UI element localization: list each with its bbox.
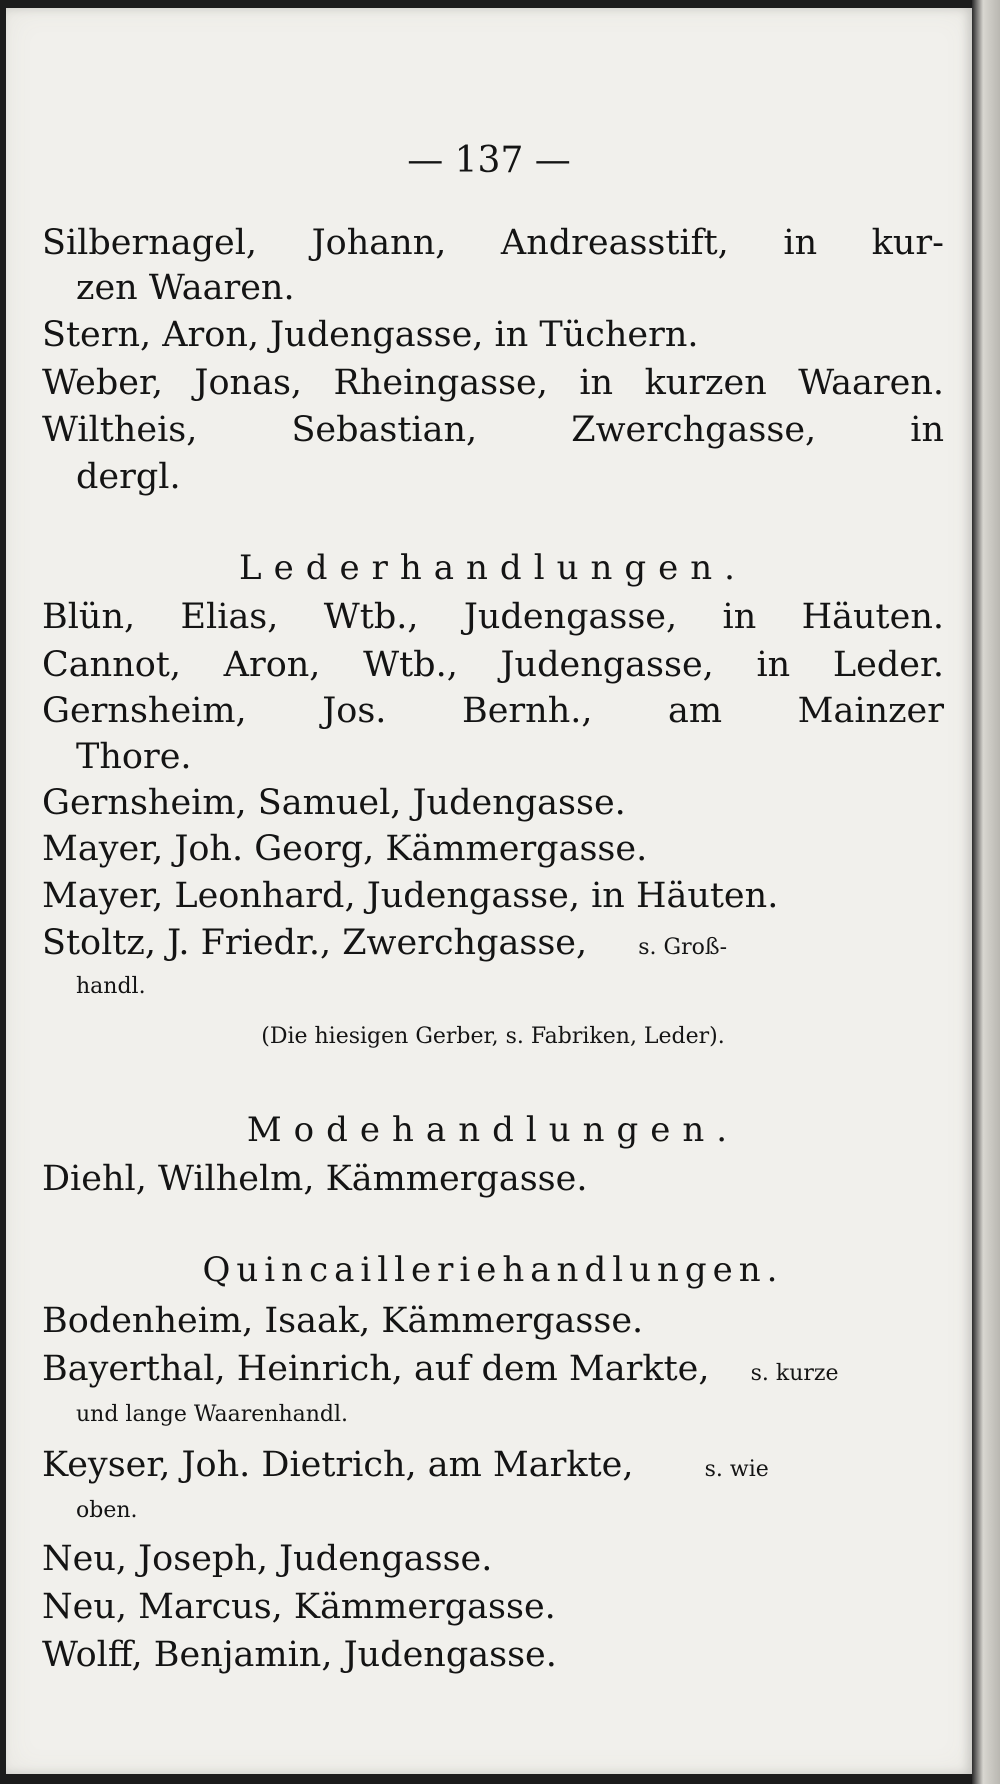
entry-line: Neu, Joseph, Judengasse.	[42, 1539, 493, 1579]
entry-reference: s. Groß-	[638, 935, 728, 960]
section-heading: Quincailleriehandlungen.	[202, 1250, 784, 1290]
entry-line: Diehl, Wilhelm, Kämmergasse.	[42, 1159, 588, 1199]
entry-main-text: Stoltz, J. Friedr., Zwerchgasse,	[42, 923, 588, 963]
entry-line: Silbernagel, Johann, Andreasstift, in kur-	[42, 223, 944, 263]
entry-line: Stern, Aron, Judengasse, in Tüchern.	[42, 315, 699, 355]
entry-line: Mayer, Joh. Georg, Kämmergasse.	[42, 829, 648, 869]
entry-main-text: Keyser, Joh. Dietrich, am Markte,	[42, 1445, 634, 1485]
entry-line: Bodenheim, Isaak, Kämmergasse.	[42, 1301, 644, 1341]
entry-line	[42, 923, 944, 963]
entry-line: Neu, Marcus, Kämmergasse.	[42, 1587, 556, 1627]
entry-reference: s. kurze	[750, 1361, 839, 1386]
entry-line: Wolff, Benjamin, Judengasse.	[42, 1635, 557, 1675]
entry-line: Blün, Elias, Wtb., Judengasse, in Häuten.	[42, 597, 944, 637]
entry-line: Gernsheim, Jos. Bernh., am Mainzer	[42, 691, 944, 731]
page-edge	[972, 0, 1000, 1784]
entry-line	[42, 1349, 944, 1389]
section-heading: Lederhandlungen.	[239, 548, 747, 588]
entry-line: Mayer, Leonhard, Judengasse, in Häuten.	[42, 876, 779, 916]
entry-continuation: und lange Waarenhandl.	[76, 1402, 349, 1427]
book-page	[6, 8, 972, 1774]
entry-reference: s. wie	[704, 1457, 769, 1482]
entry-main-text: Bayerthal, Heinrich, auf dem Markte,	[42, 1349, 710, 1389]
entry-continuation: oben.	[76, 1498, 138, 1523]
entry-continuation: dergl.	[76, 457, 181, 497]
entry-line: Gernsheim, Samuel, Judengasse.	[42, 783, 626, 823]
entry-continuation: Thore.	[76, 737, 192, 777]
entry-line: Cannot, Aron, Wtb., Judengasse, in Leder.	[42, 645, 944, 685]
entry-line	[42, 1445, 944, 1485]
entry-continuation: handl.	[76, 974, 146, 999]
section-note: (Die hiesigen Gerber, s. Fabriken, Leder).	[261, 1024, 725, 1049]
entry-continuation: zen Waaren.	[76, 268, 295, 308]
page-number: — 137 —	[407, 140, 571, 181]
section-heading: Modehandlungen.	[246, 1110, 740, 1150]
entry-line: Wiltheis, Sebastian, Zwerchgasse, in	[42, 410, 944, 450]
entry-line: Weber, Jonas, Rheingasse, in kurzen Waaren.	[42, 363, 944, 403]
